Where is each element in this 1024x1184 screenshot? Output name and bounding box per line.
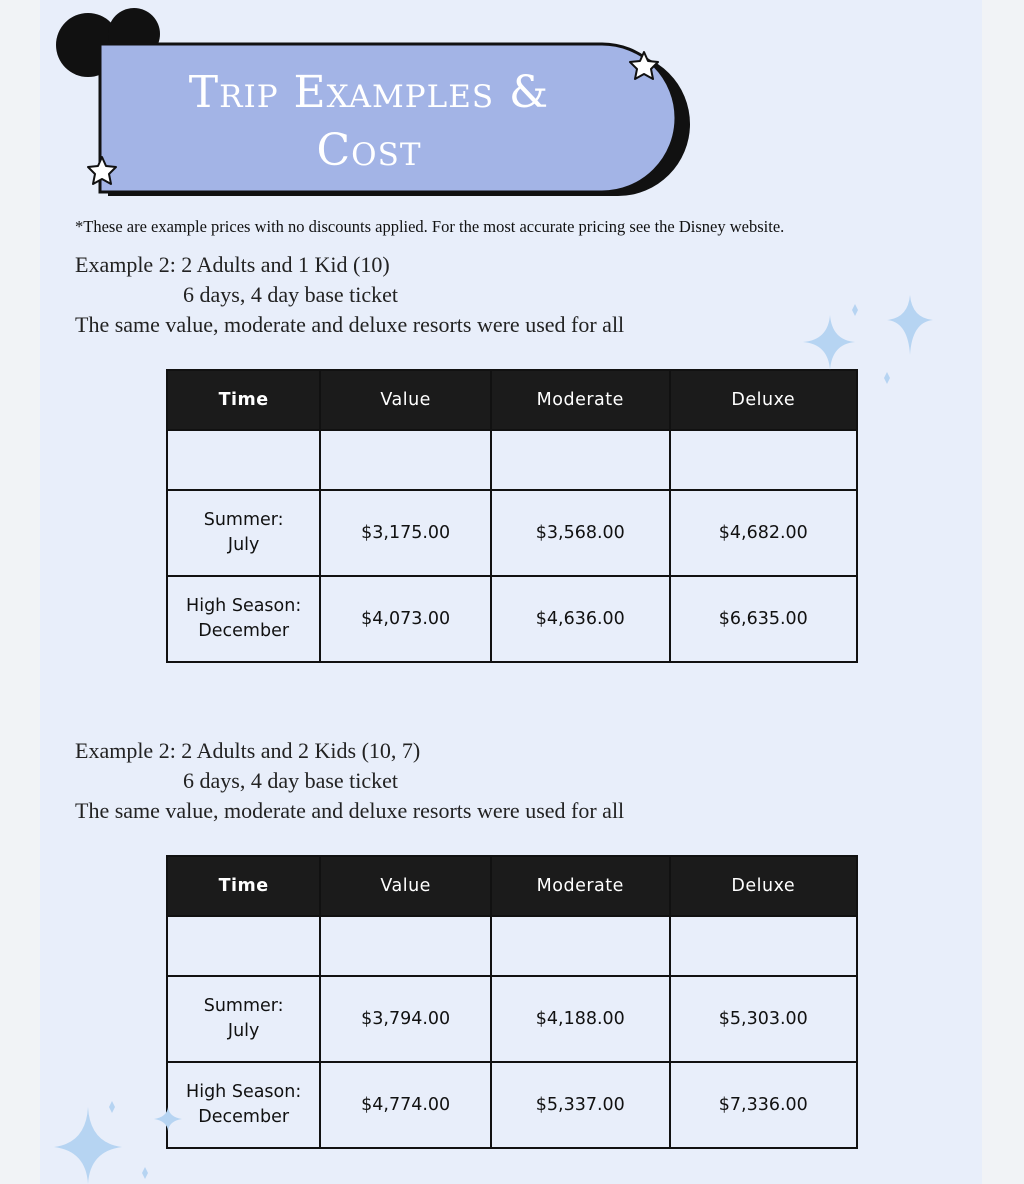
table-row: [167, 1062, 857, 1148]
table-cell: [491, 916, 670, 976]
table-cell: [320, 916, 491, 976]
header-cell: Time: [167, 856, 320, 916]
header-cell: Moderate: [491, 856, 670, 916]
table-cell: [491, 430, 670, 490]
table-row: [167, 576, 857, 662]
season-cell: High Season: December: [167, 1062, 320, 1148]
price-table: [166, 855, 858, 1149]
table-cell: [670, 430, 857, 490]
table-cell: [320, 430, 491, 490]
season-cell: Summer: July: [167, 976, 320, 1062]
price-cell: $3,568.00: [491, 490, 670, 576]
season-cell: High Season: December: [167, 576, 320, 662]
table-header-row: [167, 856, 857, 916]
price-cell: $5,303.00: [670, 976, 857, 1062]
header-cell: Time: [167, 370, 320, 430]
sparkle-icon: [795, 290, 945, 390]
table-cell: [167, 430, 320, 490]
price-cell: $5,337.00: [491, 1062, 670, 1148]
header-cell: Deluxe: [670, 370, 857, 430]
example-duration: 6 days, 4 day base ticket: [183, 768, 399, 793]
page-title: Trip Examples & Cost: [188, 67, 550, 176]
example-note: The same value, moderate and deluxe resorts were used for all: [75, 798, 625, 823]
title-banner: [40, 0, 982, 210]
table-cell: [670, 916, 857, 976]
header-cell: Value: [320, 856, 491, 916]
example-note: The same value, moderate and deluxe resorts were used for all: [75, 312, 625, 337]
example-duration: 6 days, 4 day base ticket: [183, 282, 399, 307]
table-row-empty: [167, 430, 857, 490]
header-cell: Value: [320, 370, 491, 430]
document-page: [40, 0, 982, 1184]
price-cell: $4,073.00: [320, 576, 491, 662]
sparkle-icon: [50, 1095, 200, 1184]
example-heading: Example 2: 2 Adults and 1 Kid (10): [75, 252, 390, 277]
price-cell: $7,336.00: [670, 1062, 857, 1148]
table-row-empty: [167, 916, 857, 976]
price-cell: $4,188.00: [491, 976, 670, 1062]
example-description: [75, 736, 955, 826]
price-cell: $3,794.00: [320, 976, 491, 1062]
header-cell: Moderate: [491, 370, 670, 430]
season-cell: Summer: July: [167, 490, 320, 576]
table-header-row: [167, 370, 857, 430]
price-cell: $4,682.00: [670, 490, 857, 576]
example-heading: Example 2: 2 Adults and 2 Kids (10, 7): [75, 738, 421, 763]
price-cell: $4,774.00: [320, 1062, 491, 1148]
disclaimer-text: *These are example prices with no discounts applied. For the most accurate pricing see the Disney website.: [75, 217, 785, 236]
price-cell: $4,636.00: [491, 576, 670, 662]
header-cell: Deluxe: [670, 856, 857, 916]
price-cell: $6,635.00: [670, 576, 857, 662]
price-cell: $3,175.00: [320, 490, 491, 576]
price-table: [166, 369, 858, 663]
table-row: [167, 976, 857, 1062]
table-row: [167, 490, 857, 576]
table-cell: [167, 916, 320, 976]
